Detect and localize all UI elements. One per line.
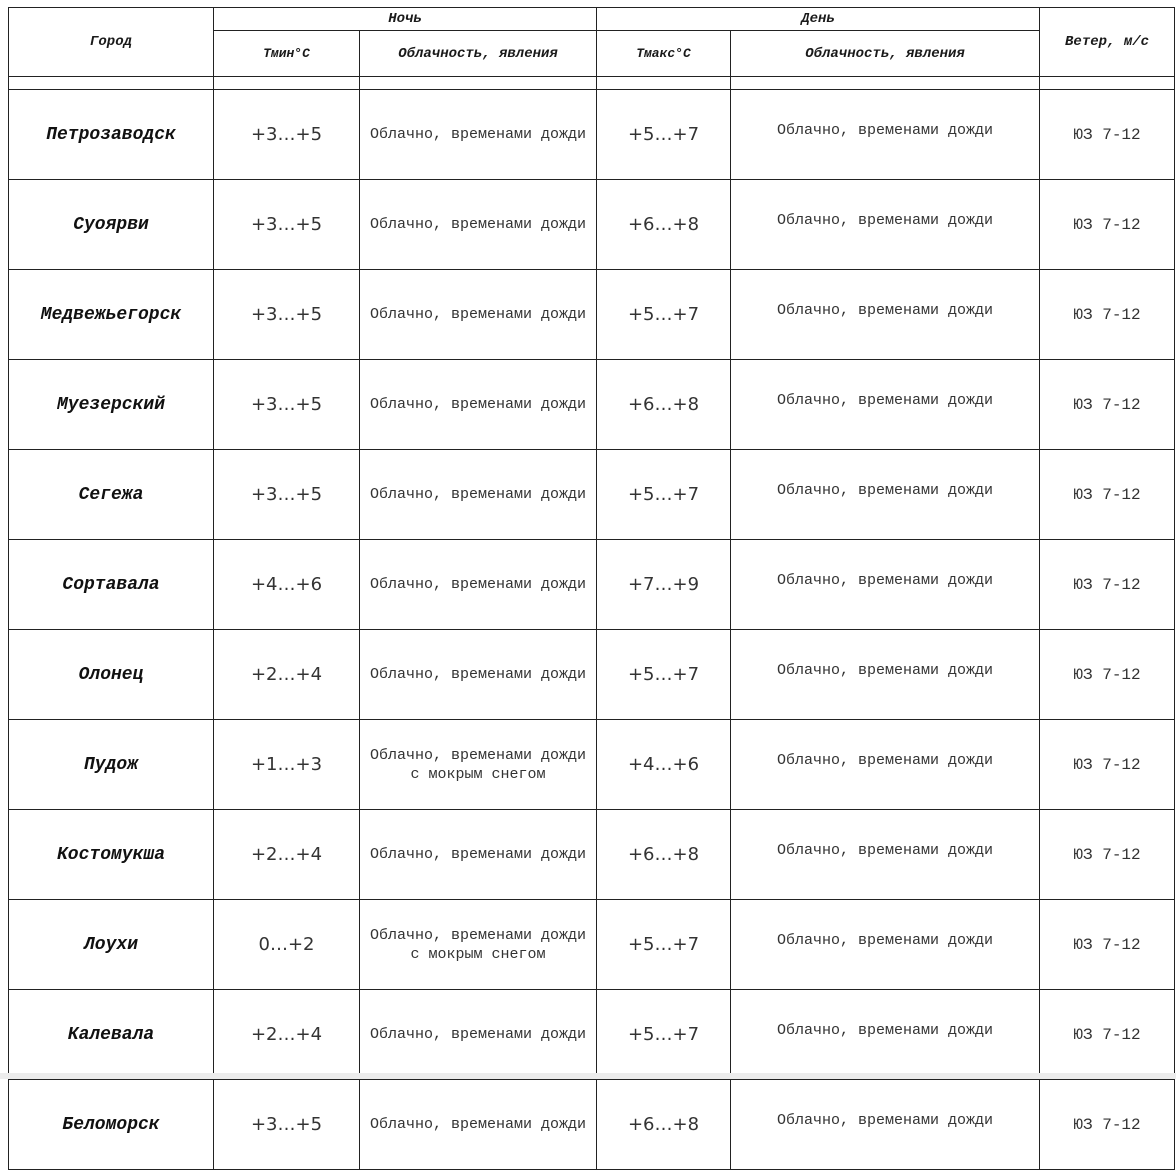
header-day-cloud: Облачность, явления [731, 31, 1040, 77]
day-cloud-cell: Облачно, временами дожди [731, 1080, 1040, 1170]
night-cloud-cell: Облачно, временами дожди [360, 270, 597, 360]
wind-cell: ЮЗ 7-12 [1040, 540, 1175, 630]
night-cloud-cell: Облачно, временами дожди [360, 540, 597, 630]
tmin-cell: +3…+5 [214, 1080, 360, 1170]
city-cell: Пудож [9, 720, 214, 810]
night-cloud-cell: Облачно, временами дожди [360, 990, 597, 1080]
wind-cell: ЮЗ 7-12 [1040, 720, 1175, 810]
tmax-cell: +5…+7 [597, 900, 731, 990]
night-cloud-cell: Облачно, временами дожди [360, 810, 597, 900]
header-wind: Ветер, м/с [1040, 8, 1175, 77]
tmin-cell: +2…+4 [214, 990, 360, 1080]
wind-cell: ЮЗ 7-12 [1040, 1080, 1175, 1170]
day-cloud-cell: Облачно, временами дожди [731, 90, 1040, 180]
tmin-cell: 0…+2 [214, 900, 360, 990]
table-row [9, 720, 1175, 810]
city-cell: Петрозаводск [9, 90, 214, 180]
header-city: Город [9, 8, 214, 77]
day-cloud-cell: Облачно, временами дожди [731, 270, 1040, 360]
table-row [9, 270, 1175, 360]
tmax-cell: +7…+9 [597, 540, 731, 630]
tmin-cell: +3…+5 [214, 270, 360, 360]
tmin-cell: +3…+5 [214, 450, 360, 540]
table-row [9, 90, 1175, 180]
wind-cell: ЮЗ 7-12 [1040, 180, 1175, 270]
day-cloud-cell: Облачно, временами дожди [731, 360, 1040, 450]
tmax-cell: +6…+8 [597, 360, 731, 450]
night-cloud-cell: Облачно, временами дожди [360, 1080, 597, 1170]
tmin-cell: +1…+3 [214, 720, 360, 810]
header-tmax: Тмакс°С [597, 31, 731, 77]
wind-cell: ЮЗ 7-12 [1040, 900, 1175, 990]
tmax-cell: +5…+7 [597, 90, 731, 180]
night-cloud-cell: Облачно, временами дожди [360, 360, 597, 450]
night-cloud-cell: Облачно, временами дожди с мокрым снегом [360, 720, 597, 810]
tmax-cell: +6…+8 [597, 1080, 731, 1170]
table-row [9, 540, 1175, 630]
table-header [9, 8, 1175, 90]
table-row [9, 1080, 1175, 1170]
table-row [9, 450, 1175, 540]
city-cell: Сортавала [9, 540, 214, 630]
day-cloud-cell: Облачно, временами дожди [731, 450, 1040, 540]
header-spacer [9, 77, 1175, 90]
wind-cell: ЮЗ 7-12 [1040, 450, 1175, 540]
wind-cell: ЮЗ 7-12 [1040, 90, 1175, 180]
city-cell: Муезерский [9, 360, 214, 450]
day-cloud-cell: Облачно, временами дожди [731, 540, 1040, 630]
city-cell: Лоухи [9, 900, 214, 990]
night-cloud-cell: Облачно, временами дожди [360, 450, 597, 540]
tmax-cell: +6…+8 [597, 180, 731, 270]
tmin-cell: +2…+4 [214, 810, 360, 900]
table-row [9, 900, 1175, 990]
day-cloud-cell: Облачно, временами дожди [731, 900, 1040, 990]
header-day: День [597, 8, 1040, 31]
city-cell: Беломорск [9, 1080, 214, 1170]
city-cell: Олонец [9, 630, 214, 720]
night-cloud-cell: Облачно, временами дожди [360, 180, 597, 270]
night-cloud-cell: Облачно, временами дожди [360, 630, 597, 720]
city-cell: Сегежа [9, 450, 214, 540]
table-row [9, 810, 1175, 900]
day-cloud-cell: Облачно, временами дожди [731, 810, 1040, 900]
tmax-cell: +5…+7 [597, 990, 731, 1080]
header-tmin: Тмин°С [214, 31, 360, 77]
day-cloud-cell: Облачно, временами дожди [731, 990, 1040, 1080]
table-row [9, 630, 1175, 720]
city-cell: Костомукша [9, 810, 214, 900]
wind-cell: ЮЗ 7-12 [1040, 810, 1175, 900]
tmax-cell: +5…+7 [597, 270, 731, 360]
night-cloud-cell: Облачно, временами дожди [360, 90, 597, 180]
city-cell: Суоярви [9, 180, 214, 270]
day-cloud-cell: Облачно, временами дожди [731, 630, 1040, 720]
night-cloud-cell: Облачно, временами дожди с мокрым снегом [360, 900, 597, 990]
wind-cell: ЮЗ 7-12 [1040, 630, 1175, 720]
day-cloud-cell: Облачно, временами дожди [731, 180, 1040, 270]
table-row [9, 360, 1175, 450]
tmin-cell: +2…+4 [214, 630, 360, 720]
wind-cell: ЮЗ 7-12 [1040, 990, 1175, 1080]
tmax-cell: +5…+7 [597, 630, 731, 720]
tmax-cell: +4…+6 [597, 720, 731, 810]
table-body [9, 90, 1175, 1170]
tmin-cell: +4…+6 [214, 540, 360, 630]
bottom-strip [0, 1073, 1176, 1079]
header-night: Ночь [214, 8, 597, 31]
table-row [9, 180, 1175, 270]
wind-cell: ЮЗ 7-12 [1040, 270, 1175, 360]
tmax-cell: +5…+7 [597, 450, 731, 540]
forecast-table [8, 7, 1175, 1170]
day-cloud-cell: Облачно, временами дожди [731, 720, 1040, 810]
tmin-cell: +3…+5 [214, 180, 360, 270]
table-row [9, 990, 1175, 1080]
header-night-cloud: Облачность, явления [360, 31, 597, 77]
tmax-cell: +6…+8 [597, 810, 731, 900]
city-cell: Медвежьегорск [9, 270, 214, 360]
city-cell: Калевала [9, 990, 214, 1080]
tmin-cell: +3…+5 [214, 360, 360, 450]
tmin-cell: +3…+5 [214, 90, 360, 180]
wind-cell: ЮЗ 7-12 [1040, 360, 1175, 450]
